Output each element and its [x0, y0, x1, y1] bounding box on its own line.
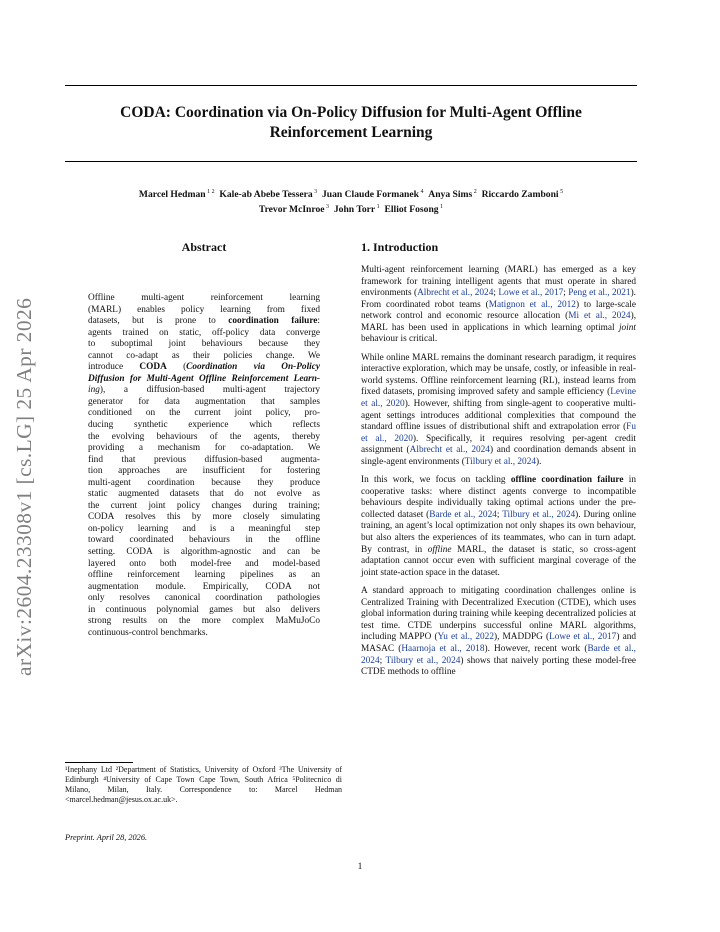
citation-link[interactable]: Albrecht et al., 2024 [417, 288, 494, 299]
citation-link[interactable]: Lowe et al., 2017 [498, 288, 564, 299]
emphasis-text: offline [427, 544, 452, 555]
abstract-line: ing), a diffusion-based multi-agent trajectory [88, 385, 320, 396]
author-line-2 [65, 201, 637, 216]
introduction-paragraph: While online MARL remains the dominant research paradigm, it requires interactive exploration, which may be unsafe, costly, or infeasible in real-world systems. Offline reinforcement learning (RL), instead learns from fixed datasets, promising improved safety and sample efficiency (Levine et al., 2020). However, shifting from single-agent to cooperative multi-agent settings introduces additional complexities that compound the standard offline issues of distributional shift and extrapolation error (Fu et al., 2020). Specifically, it requires resolving per-agent credit assignment (Albrecht et al., 2024) and coordination demands absent in single-agent environments (Tilbury et al., 2024). [361, 352, 637, 467]
emphasis-text: coordination failure [228, 316, 318, 327]
abstract-line: agents trained on static, off-policy data converge [88, 327, 320, 338]
emphasis-text: ing [88, 385, 100, 396]
author-affiliation-mark: 4 [418, 189, 424, 195]
author-name: Trevor McInroe [258, 204, 325, 216]
abstract-line: tion approaches are insufficient for fostering [88, 466, 320, 477]
preprint-date: Preprint. April 28, 2026. [65, 833, 148, 842]
emphasis-text: joint [618, 322, 636, 333]
title-bottom-rule [65, 161, 637, 162]
author-name: Marcel Hedman [138, 189, 206, 201]
citation-link[interactable]: Matignon et al., 2012 [488, 299, 576, 310]
emphasis-text: offline coordination failure [510, 475, 624, 486]
page-number: 1 [357, 862, 363, 872]
citation-link[interactable]: Levine et al., 2020 [361, 387, 636, 410]
author-name: John Torr [333, 204, 376, 216]
abstract-line: augmentation module. Empirically, CODA not [88, 581, 320, 592]
citation-link[interactable]: Tilbury et al., 2024 [502, 509, 576, 520]
abstract-line: ducing synthetic experience which reflects [88, 420, 320, 431]
author-name: Anya Sims [428, 189, 473, 201]
abstract-line: CODA resolves this by more closely simulating [88, 512, 320, 523]
abstract-line: only resolves canonical coordination pathologies [88, 593, 320, 604]
abstract-line: on-policy learning and is a meaningful step [88, 523, 320, 534]
author-affiliation-mark: 1 [375, 204, 380, 211]
abstract-line: to suboptimal joint behaviours because they [88, 339, 320, 350]
abstract-line: providing a mechanism for co-adaptation. We [88, 443, 320, 454]
author-list [65, 186, 637, 216]
citation-link[interactable]: Mi et al., 2024 [568, 311, 631, 322]
arxiv-stamp[interactable]: arXiv:2604.23308v1 [cs.LG] 25 Apr 2026 [12, 297, 36, 676]
title-line-2: Reinforcement Learning [269, 124, 433, 141]
abstract-line: Offline multi-agent reinforcement learning [88, 293, 320, 303]
abstract-line: layered onto both model-free and model-based [88, 558, 320, 569]
footnote-rule [65, 762, 133, 763]
emphasis-text: CODA [139, 362, 167, 373]
author-affiliation-mark: 1 [438, 204, 444, 211]
abstract-line: datasets, but is prone to coordination failure: [88, 316, 320, 327]
citation-link[interactable]: Haarnoja et al., 2018 [401, 643, 485, 654]
abstract-line: offline reinforcement learning pipelines as an [88, 570, 320, 581]
citation-link[interactable]: Barde et al., 2024 [429, 509, 497, 520]
introduction-paragraph: A standard approach to mitigating coordination challenges online is Centralized Training with Decentralized Execution (CTDE), which uses global information during training while keeping decentralized policies at test time. CTDE underpins successful online MARL algorithms, including MAPPO (Yu et al., 2022), MADDPG (Lowe et al., 2017) and MASAC (Haarnoja et al., 2018). However, recent work (Barde et al., 2024; Tilbury et al., 2024) shows that naively porting these model-free CTDE methods to offline [361, 586, 636, 678]
abstract-line: multi-agent coordination because they produce [88, 477, 320, 488]
abstract-line: (MARL) enables policy learning from fixed [88, 304, 320, 315]
abstract-line: generator for data augmentation that samples [88, 396, 320, 407]
abstract-line: setting. CODA is algorithm-agnostic and can be [88, 547, 320, 558]
title-top-rule [65, 85, 637, 86]
emphasis-text: Diffusion for Multi-Agent Offline Reinforcement Learn- [88, 373, 320, 384]
footnote-affiliations: ¹Inephany Ltd ²Department of Statistics, University of Oxford ³The University of Edinburgh ⁴University of Cape Town Cape Town, South Africa ⁵Politecnico di Milano, Milan, Italy. Correspondence to: Marcel Hedman <marcel.hedman@jesus.ox.ac.uk>. [65, 765, 342, 804]
abstract-line: in continuous polynomial games but also delivers [88, 604, 320, 615]
citation-link[interactable]: Yu et al., 2022 [437, 632, 494, 643]
citation-link[interactable]: Barde et al., 2024 [361, 643, 636, 666]
citation-link[interactable]: Tilbury et al., 2024 [385, 655, 461, 666]
emphasis-text: Coordination via On-Policy [186, 362, 320, 373]
citation-link[interactable]: Tilbury et al., 2024 [464, 456, 536, 467]
author-affiliation-mark: 2 [472, 189, 477, 195]
author-affiliation-mark: 3 [312, 189, 318, 195]
abstract-line: conditioned on the current joint policy, pro- [88, 408, 320, 419]
citation-link[interactable]: Albrecht et al., 2024 [409, 445, 490, 456]
abstract-line: the current joint policy changes during training; [88, 500, 320, 511]
introduction-paragraph: In this work, we focus on tackling offline coordination failure in cooperative tasks: where distinct agents converge to incompatible behaviours despite individually taking optimal actions under the pre-collected dataset (Barde et al., 2024; Tilbury et al., 2024). During online training, an agent’s local optimization not only shapes its own behaviour, but also alters the experiences of its teammates, who can in turn adapt. By contrast, in offline MARL, the dataset is static, so cross-agent adaptation cannot occur even with sufficient marginal coverage of the joint state-action space in the dataset. [361, 475, 637, 578]
author-line-1 [65, 186, 637, 201]
paper-title [65, 103, 637, 143]
author-affiliation-mark: 3 [324, 204, 330, 211]
author-name: Riccardo Zamboni [481, 189, 559, 201]
citation-link[interactable]: Lowe et al., 2017 [549, 632, 617, 643]
abstract-line [88, 374, 320, 386]
abstract-line: strong results on the more complex MaMuJoCo [88, 616, 320, 627]
title-line-1: CODA: Coordination via On-Policy Diffusion for Multi-Agent Offline [120, 104, 582, 121]
author-name: Elliot Fosong [384, 204, 439, 216]
abstract-body [88, 293, 320, 639]
citation-link[interactable]: Fu et al., 2020 [361, 422, 636, 444]
introduction-paragraph: Multi-agent reinforcement learning (MARL) has emerged as a key framework for training intelligent agents that must operate in shared environments (Albrecht et al., 2024; Lowe et al., 2017; Peng et al., 2021). From coordinated robot teams (Matignon et al., 2012) to large-scale network control and economic resource allocation (Mi et al., 2024), MARL has been used in applications in which learning optimal joint behaviour is critical. [361, 265, 637, 345]
abstract-line: the evolving behaviours of the agents, thereby [88, 431, 320, 442]
citation-link[interactable]: Peng et al., 2021 [568, 288, 631, 299]
introduction-body [361, 265, 636, 686]
abstract-heading: Abstract [181, 240, 227, 254]
abstract-line: find that previous diffusion-based augmenta- [88, 454, 320, 465]
author-affiliation-mark: 5 [558, 189, 564, 195]
abstract-line: introduce CODA (Coordination via On-Policy [88, 362, 320, 373]
abstract-line: continuous-control benchmarks. [88, 627, 208, 638]
abstract-line: static augmented datasets that do not evolve as [88, 489, 320, 500]
author-name: Juan Claude Formanek [321, 189, 419, 201]
author-name: Kale-ab Abebe Tessera [219, 189, 313, 201]
abstract-line: toward coordinated behaviours in the offline [88, 535, 320, 546]
author-affiliation-mark: 1 2 [205, 189, 215, 195]
introduction-heading: 1. Introduction [361, 240, 439, 254]
abstract-line: cannot co-adapt as their policies change. We [88, 350, 320, 361]
